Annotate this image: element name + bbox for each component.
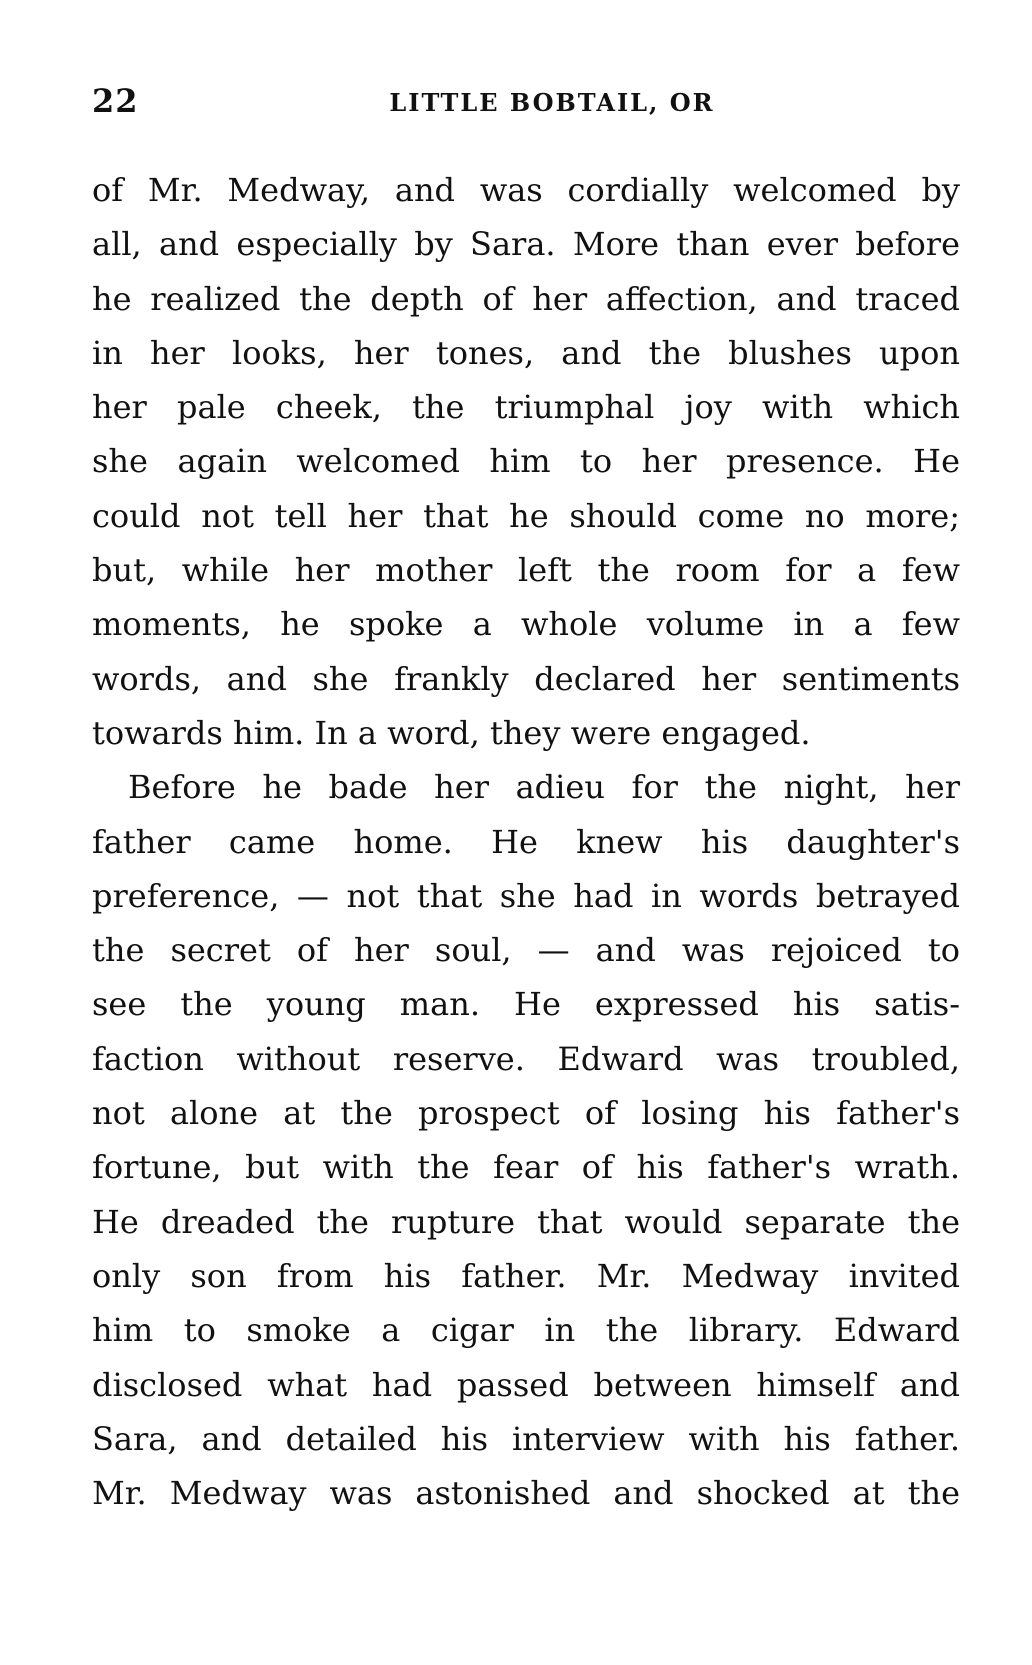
text-line: Sara, and detailed his interview with his father. [92, 1419, 960, 1458]
paragraph-end-line: towards him. In a word, they were engaged. [92, 713, 811, 752]
text-line: of Mr. Medway, and was cordially welcomed by [92, 171, 960, 209]
paragraph-start-line: Before he bade her adieu for the night, her [128, 768, 960, 807]
text-line: she again welcomed him to her presence. He [92, 442, 960, 481]
text-line: preference, — not that she had in words betrayed [92, 876, 960, 915]
page-number: 22 [92, 82, 139, 120]
text-line: see the young man. He expressed his satis- [92, 985, 960, 1024]
text-line: only son from his father. Mr. Medway invited [92, 1256, 960, 1295]
text-line: words, and she frankly declared her sentiments [92, 659, 960, 698]
text-line: all, and especially by Sara. More than ever before [92, 225, 960, 264]
text-line: could not tell her that he should come no more; [92, 496, 960, 535]
page-header [92, 82, 952, 126]
text-line: faction without reserve. Edward was troubled, [92, 1039, 960, 1078]
text-line: but, while her mother left the room for a few [92, 551, 960, 590]
text-line: moments, he spoke a whole volume in a few [92, 605, 960, 644]
text-line: father came home. He knew his daughter's [92, 822, 960, 861]
text-line: He dreaded the rupture that would separate the [92, 1202, 960, 1241]
text-line: not alone at the prospect of losing his father's [92, 1094, 960, 1133]
text-line: him to smoke a cigar in the library. Edward [92, 1311, 960, 1350]
text-line: disclosed what had passed between himself and [92, 1365, 960, 1404]
body-text [92, 163, 960, 1520]
text-line: fortune, but with the fear of his father's wrath. [92, 1148, 960, 1187]
text-line: in her looks, her tones, and the blushes upon [92, 333, 960, 372]
text-line: Mr. Medway was astonished and shocked at the [92, 1474, 960, 1513]
text-line: the secret of her soul, — and was rejoiced to [92, 931, 960, 970]
running-head: LITTLE BOBTAIL, OR [389, 88, 715, 117]
text-line: her pale cheek, the triumphal joy with which [92, 388, 960, 427]
text-line: he realized the depth of her affection, and traced [92, 279, 960, 318]
